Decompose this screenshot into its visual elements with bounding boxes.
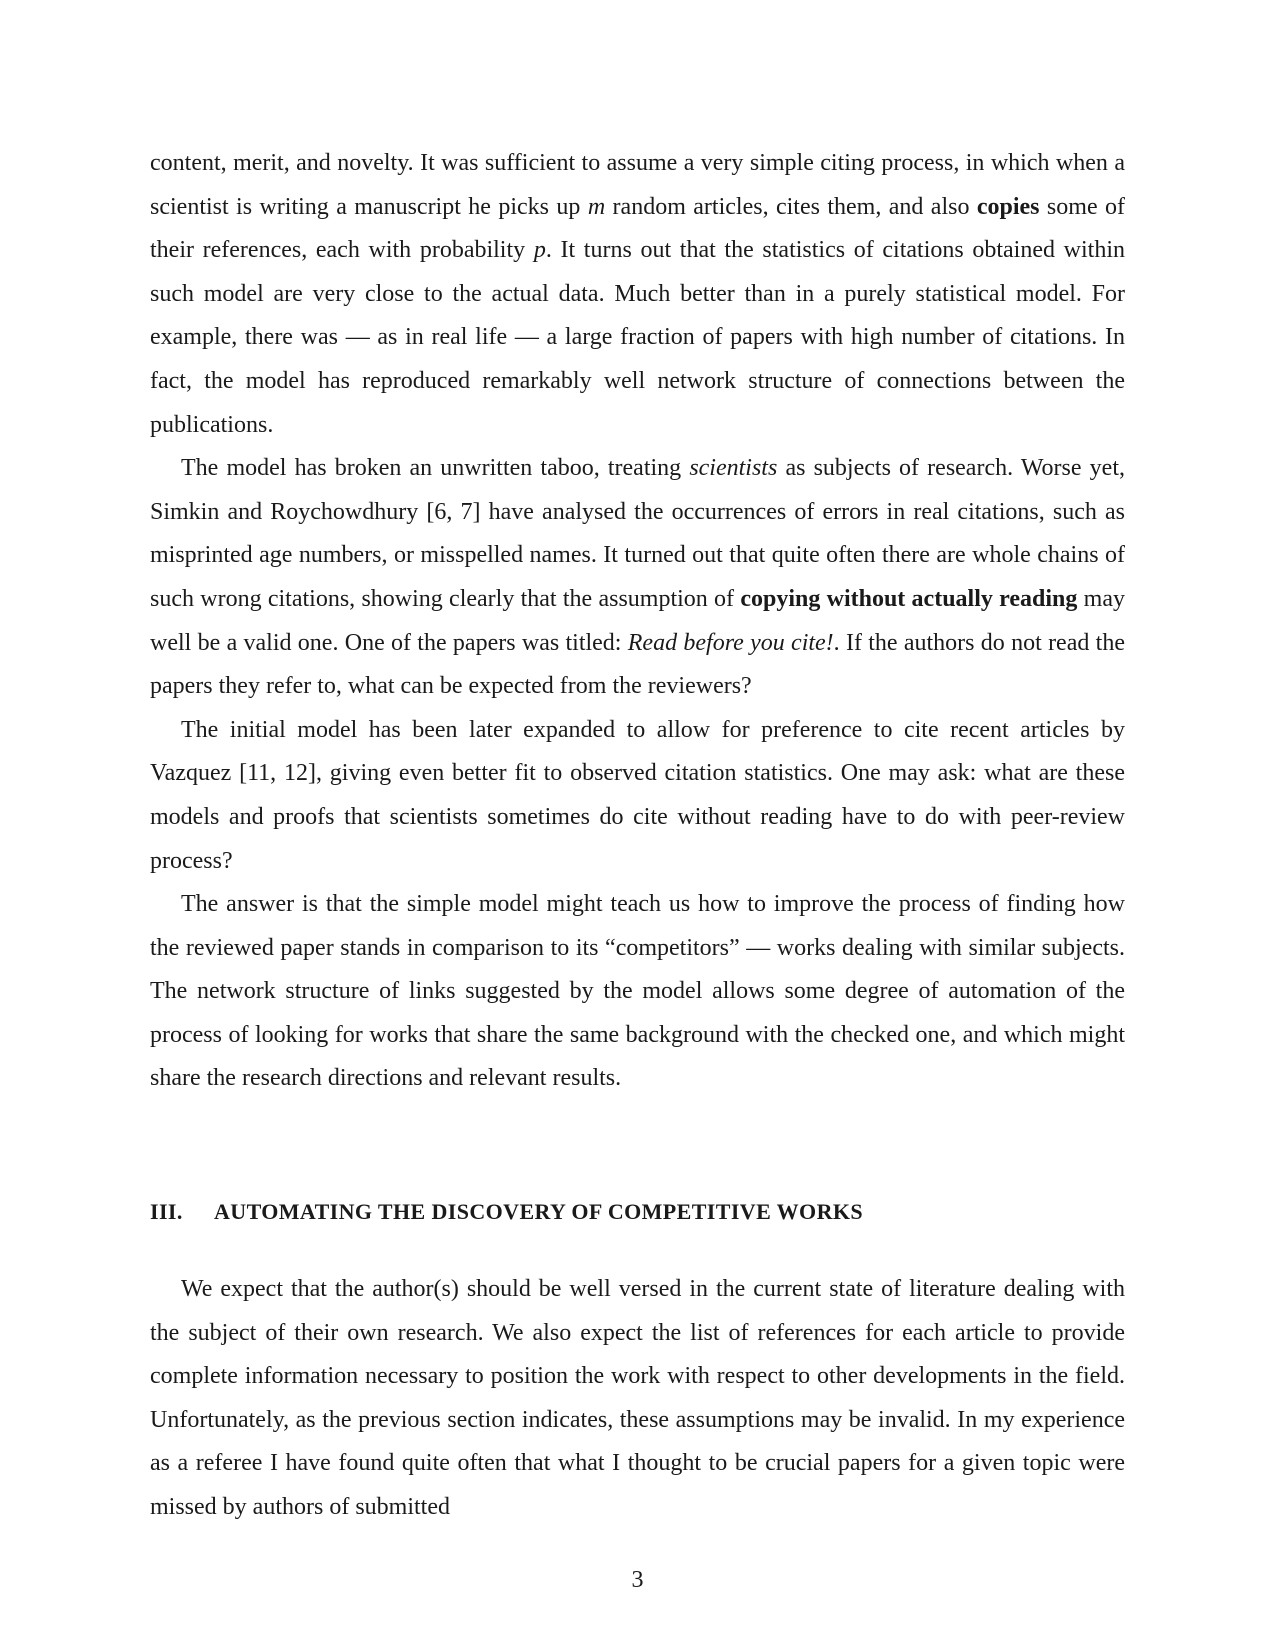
section-title: AUTOMATING THE DISCOVERY OF COMPETITIVE WORKS bbox=[214, 1199, 864, 1224]
text-run: content, merit, and novelty. It was sufficient to assume a very simple citing process, in which when a scientist is writing a manuscript he picks up bbox=[150, 150, 1125, 220]
italic-scientists: scientists bbox=[689, 455, 778, 482]
text-run: . If the authors do not read the papers they refer to, what can be expected from the reviewers? bbox=[150, 629, 1125, 700]
section-3-body bbox=[150, 1268, 1125, 1530]
section-2-body bbox=[150, 142, 1125, 1101]
paragraph-expanded-model: The initial model has been later expanded to allow for preference to cite recent articles by Vazquez [11, 12], giving even better fit to observed citation statistics. One may ask: what are these models and proofs that scientists sometimes do cite without reading have to do with peer-review process? bbox=[150, 716, 1125, 874]
paragraph-citing-model bbox=[150, 142, 1125, 447]
text-run: some of their references, each with probability bbox=[150, 193, 1125, 264]
math-p: p bbox=[533, 237, 546, 264]
italic-paper-title: Read before you cite! bbox=[627, 629, 834, 656]
paragraph-answer: The answer is that the simple model might teach us how to improve the process of finding how the reviewed paper stands in comparison to its “competitors” — works dealing with similar subjects. The network structure of links suggested by the model allows some degree of automation of the process of looking for works that share the same background with the checked one, and which might share the research directions and relevant results. bbox=[150, 891, 1125, 1092]
text-run: as subjects of research. Worse yet, Simkin and Roychowdhury [6, 7] have analysed the occurrences of errors in real citations, such as misprinted age numbers, or misspelled names. It turned out that quite often there are whole chains of such wrong citations, showing clearly that the assumption of bbox=[150, 455, 1125, 612]
text-run: The model has broken an unwritten taboo, treating bbox=[181, 455, 690, 482]
bold-copying-without-reading: copying without actually reading bbox=[740, 585, 1078, 612]
section-number: III. bbox=[150, 1199, 183, 1224]
text-run: random articles, cites them, and also bbox=[605, 193, 977, 220]
math-m: m bbox=[587, 193, 606, 220]
paragraph-expectations: We expect that the author(s) should be well versed in the current state of literature dealing with the subject of their own research. We also expect the list of references for each article to provide complete information necessary to position the work with respect to other developments in the field. Unfortunately, as the previous section indicates, these assumptions may be invalid. In my experience as a referee I have found quite often that what I thought to be crucial papers for a given topic were missed by authors of submitted bbox=[150, 1276, 1125, 1520]
bold-copies: copies bbox=[976, 193, 1040, 220]
section-3-heading bbox=[150, 1197, 1125, 1227]
text-run: may well be a valid one. One of the papers was titled: bbox=[150, 585, 1125, 656]
paragraph-taboo bbox=[150, 447, 1125, 709]
page-number: 3 bbox=[631, 1567, 644, 1593]
text-run: . It turns out that the statistics of citations obtained within such model are very close to the actual data. Much better than in a purely statistical model. For example, there was — as in real life — a large fraction of papers with high number of citations. In fact, the model has reproduced remarkably well network structure of connections between the publications. bbox=[150, 237, 1126, 438]
